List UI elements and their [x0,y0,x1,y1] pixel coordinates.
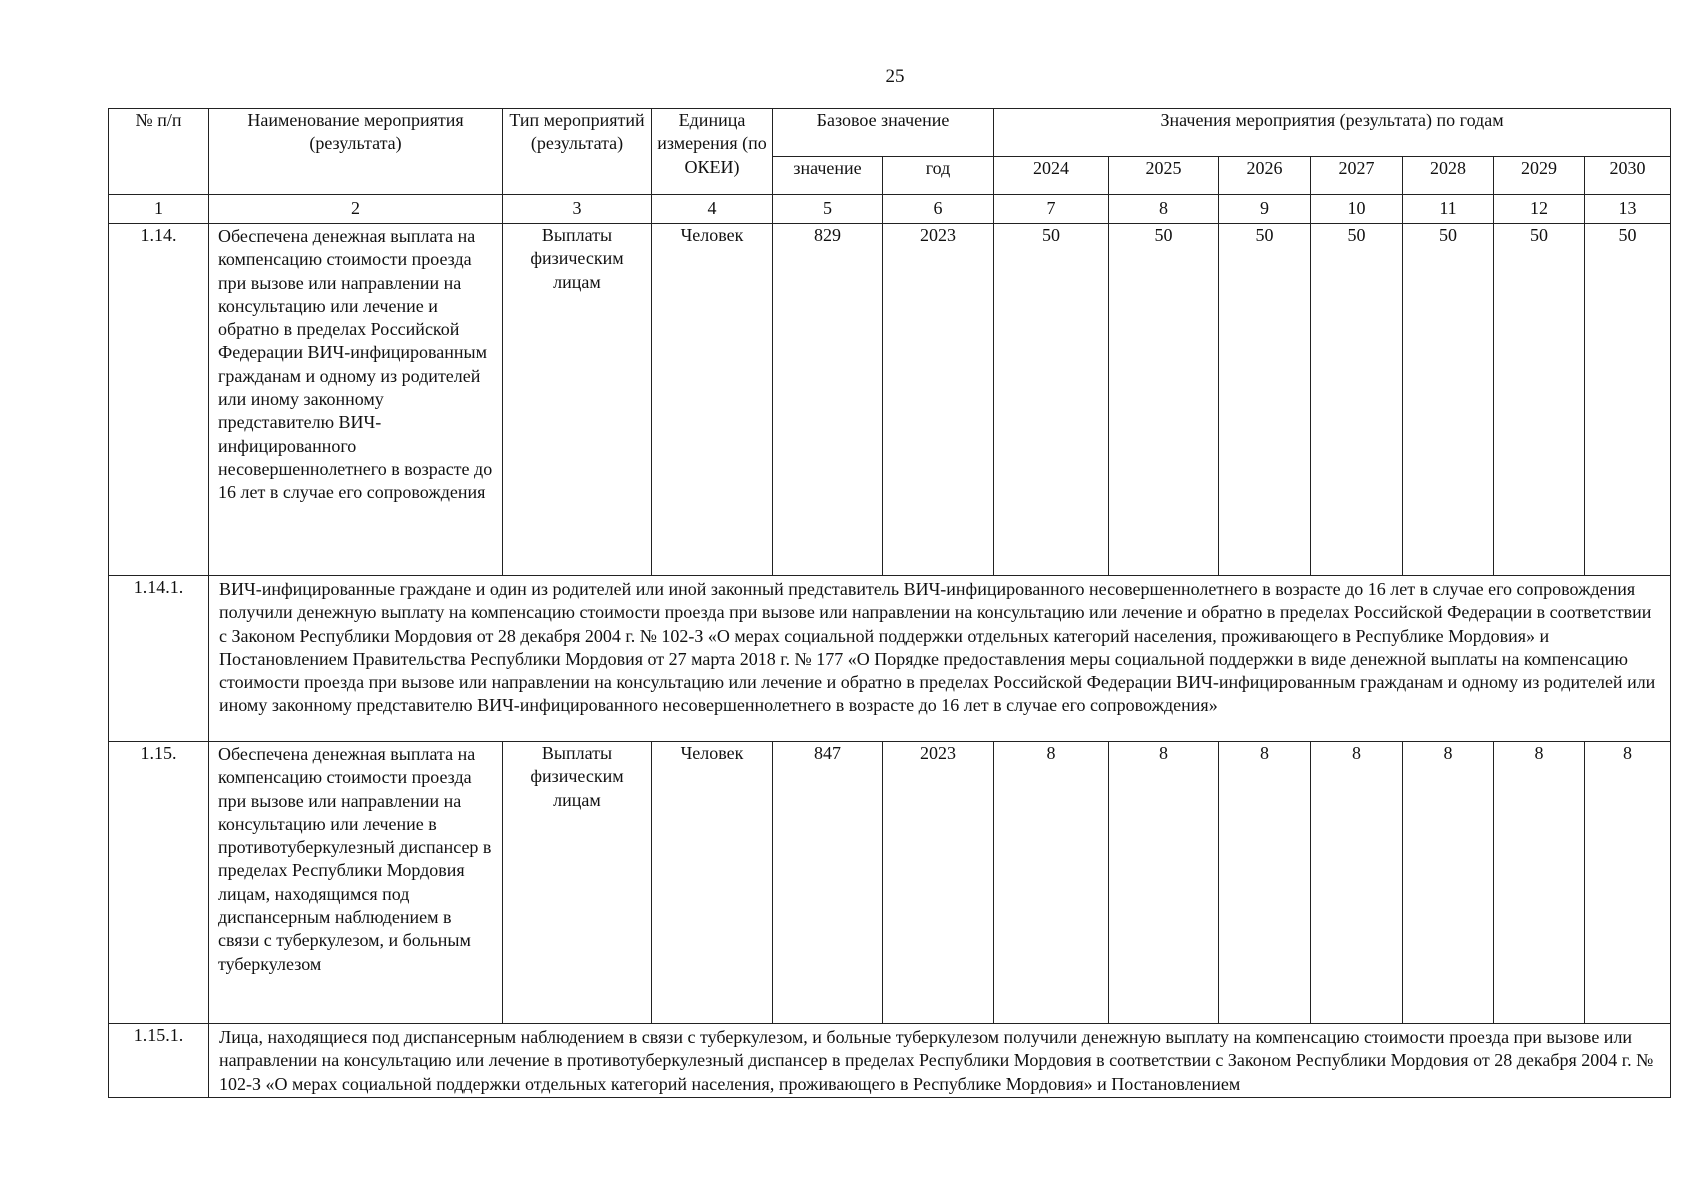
column-number: 9 [1219,195,1311,224]
row-year-value: 50 [1494,224,1585,576]
header-num: № п/п [109,109,209,195]
header-year: 2028 [1403,157,1494,195]
column-number: 5 [773,195,883,224]
column-number: 12 [1494,195,1585,224]
detail-text: ВИЧ-инфицированные граждане и один из родителей или иной законный представитель ВИЧ-инфицированного несовершеннолетнего в возрасте до 16 лет в случае его сопровождения получили денежную выплату на компенсацию стоимости проезда при вызове или направлении на консультацию или лечение и обратно в пределах Российской Федерации в соответствии с Законом Республики Мордовия от 28 декабря 2004 г. № 102-З «О мерах социальной поддержки отдельных категорий населения, проживающего в Республике Мордовия» и Постановлением Правительства Республики Мордовия от 27 марта 2018 г. № 177 «О Порядке предоставления меры социальной поддержки в виде денежной выплаты на компенсацию стоимости проезда при вызове или направлении на консультацию или лечение и обратно в пределах Российской Федерации ВИЧ-инфицированным гражданам и одному из родителей или иному законному представителю ВИЧ-инфицированного несовершеннолетнего в возрасте до 16 лет в случае его сопровождения» [209,576,1671,742]
row-year-value: 8 [1403,742,1494,1024]
row-year-value: 50 [1403,224,1494,576]
header-base-year: год [883,157,994,195]
row-year-value: 8 [1109,742,1219,1024]
header-base: Базовое значение [773,109,994,157]
column-number: 11 [1403,195,1494,224]
row-type: Выплаты физическим лицам [503,742,652,1024]
row-year-value: 8 [1311,742,1403,1024]
column-number: 7 [994,195,1109,224]
row-name: Обеспечена денежная выплата на компенсацию стоимости проезда при вызове или направлении на консультацию или лечение и обратно в пределах Российской Федерации ВИЧ-инфицированным гражданам и одному из родителей или иному законному представителю ВИЧ-инфицированного несовершеннолетнего в возрасте до 16 лет в случае его сопровождения [209,224,503,576]
column-number: 10 [1311,195,1403,224]
column-number-row [109,195,1671,224]
row-year-value: 50 [1311,224,1403,576]
header-year: 2027 [1311,157,1403,195]
column-number: 3 [503,195,652,224]
row-base-year: 2023 [883,742,994,1024]
table-row [109,224,1671,576]
detail-number: 1.14.1. [109,576,209,742]
column-number: 4 [652,195,773,224]
row-base-value: 829 [773,224,883,576]
detail-row [109,1024,1671,1098]
row-year-value: 8 [1585,742,1671,1024]
header-year: 2030 [1585,157,1671,195]
header-year: 2024 [994,157,1109,195]
row-year-value: 50 [994,224,1109,576]
header-row-1 [109,109,1671,157]
detail-number: 1.15.1. [109,1024,209,1098]
header-name: Наименование мероприятия (результата) [209,109,503,195]
row-number: 1.14. [109,224,209,576]
column-number: 8 [1109,195,1219,224]
header-year: 2029 [1494,157,1585,195]
header-year: 2025 [1109,157,1219,195]
row-number: 1.15. [109,742,209,1024]
row-year-value: 8 [1219,742,1311,1024]
header-base-value: значение [773,157,883,195]
row-base-year: 2023 [883,224,994,576]
row-year-value: 50 [1585,224,1671,576]
detail-text: Лица, находящиеся под диспансерным наблюдением в связи с туберкулезом, и больные туберкулезом получили денежную выплату на компенсацию стоимости проезда при вызове или направлении на консультацию или лечение в противотуберкулезный диспансер в пределах Республики Мордовия в соответствии с Законом Республики Мордовия от 28 декабря 2004 г. № 102-З «О мерах социальной поддержки отдельных категорий населения, проживающего в Республике Мордовия» и Постановлением [209,1024,1671,1098]
row-year-value: 8 [1494,742,1585,1024]
row-name: Обеспечена денежная выплата на компенсацию стоимости проезда при вызове или направлении на консультацию или лечение в противотуберкулезный диспансер в пределах Республики Мордовия лицам, находящимся под диспансерным наблюдением в связи с туберкулезом, и больным туберкулезом [209,742,503,1024]
header-year: 2026 [1219,157,1311,195]
detail-row [109,576,1671,742]
column-number: 2 [209,195,503,224]
row-year-value: 50 [1219,224,1311,576]
column-number: 1 [109,195,209,224]
row-year-value: 8 [994,742,1109,1024]
row-type: Выплаты физическим лицам [503,224,652,576]
header-unit: Единица измерения (по ОКЕИ) [652,109,773,195]
table-row [109,742,1671,1024]
header-type: Тип мероприятий (результата) [503,109,652,195]
header-years-group: Значения мероприятия (результата) по годам [994,109,1671,157]
results-table [108,108,1671,1098]
column-number: 6 [883,195,994,224]
row-unit: Человек [652,742,773,1024]
column-number: 13 [1585,195,1671,224]
page-number: 25 [885,66,905,87]
row-year-value: 50 [1109,224,1219,576]
row-unit: Человек [652,224,773,576]
row-base-value: 847 [773,742,883,1024]
